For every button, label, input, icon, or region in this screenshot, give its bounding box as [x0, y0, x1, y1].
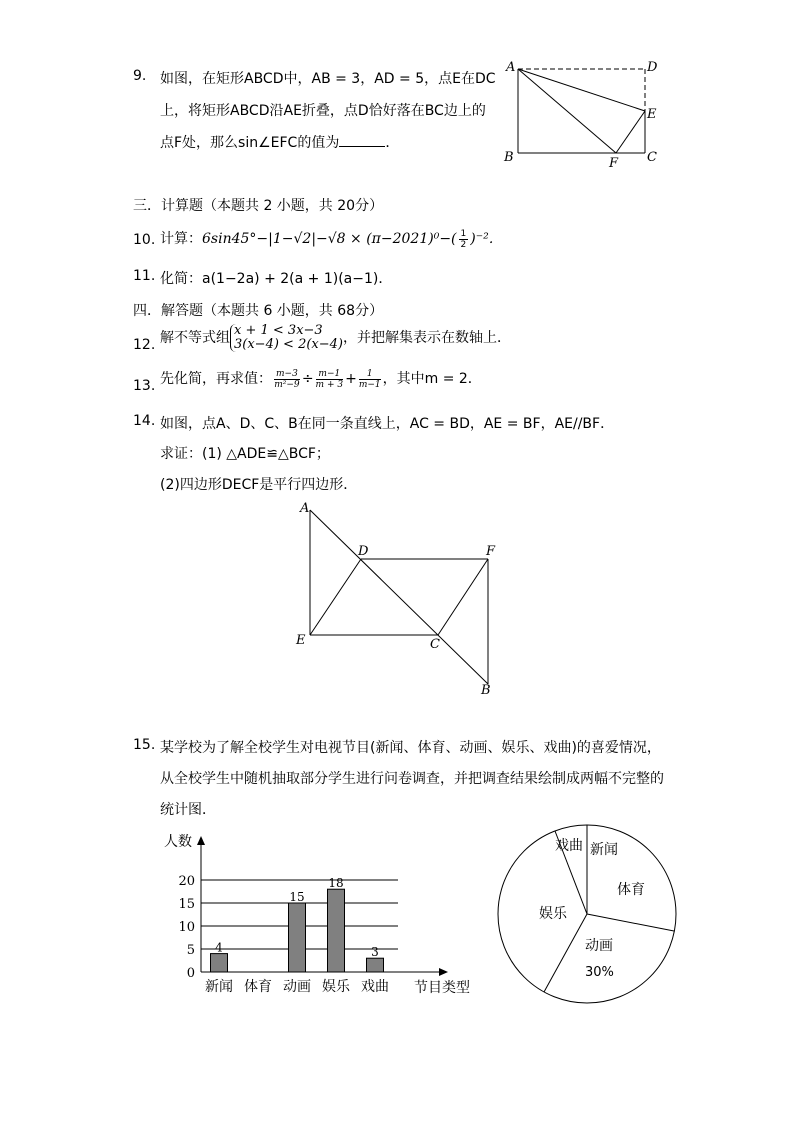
q14-number: 14. — [133, 413, 156, 429]
segment-ED — [310, 559, 361, 635]
section-4-title: 四．解答题（本题共 6 小题，共 68分） — [133, 303, 384, 319]
q13-tail: ，其中m = 2． — [382, 371, 482, 387]
pie-chart — [495, 822, 685, 1006]
bar-value-label: 4 — [215, 940, 223, 955]
fold-line-AE — [518, 69, 645, 111]
q14-line3: (2)四边形DECF是平行四边形． — [160, 477, 358, 493]
q10-expr-a: 6sin45°−|1−√2|−√8 × (π−2021)⁰−( — [202, 231, 457, 247]
y-tick-label: 15 — [178, 897, 195, 912]
q9-rectangle-figure — [500, 55, 675, 175]
q15-line1: 某学校为了解全校学生对电视节目(新闻、体育、动画、娱乐、戏曲)的喜爱情况， — [160, 740, 661, 756]
q11-number: 11. — [133, 268, 156, 284]
category-label: 体育 — [244, 979, 272, 995]
q12-number: 12. — [133, 337, 156, 353]
pie-annotation-anime: 30% — [585, 965, 614, 980]
pie-label-sports: 体育 — [617, 882, 645, 898]
bar-ticks — [178, 874, 195, 981]
label-A: A — [506, 60, 516, 75]
y-axis-label: 人数 — [164, 834, 192, 850]
pie-label-news: 新闻 — [590, 842, 618, 858]
bar-chart — [160, 828, 490, 998]
category-label: 娱乐 — [322, 979, 350, 995]
label-B: B — [481, 683, 491, 698]
y-tick-label: 5 — [186, 943, 195, 958]
q15-line3: 统计图． — [160, 802, 216, 818]
q15-number: 15. — [133, 737, 156, 753]
answer-blank[interactable] — [339, 134, 385, 147]
q14-figure — [290, 498, 505, 698]
x-axis-arrow — [439, 968, 448, 976]
label-A: A — [300, 501, 310, 516]
q10-number: 10. — [133, 232, 156, 248]
q12-text — [160, 324, 511, 352]
q10-fraction: $\frac{1}{2}$ — [460, 228, 467, 250]
label-D: D — [358, 544, 369, 559]
category-label: 动画 — [283, 979, 311, 995]
label-E: E — [647, 107, 657, 122]
q13-fraction-2: $\frac{m-1}{m + 3}$ — [315, 368, 344, 390]
q13-fraction-1: $\frac{m-3}{\text{m²−9}}$ — [274, 368, 300, 390]
edge-AF — [518, 69, 616, 153]
bar-categories — [205, 978, 389, 995]
q14-line1: 如图，点A、D、C、B在同一条直线上，AC = BD，AE = BF，AE//BF． — [160, 416, 615, 432]
q13-fraction-3: $\frac{1}{m-1}$ — [358, 368, 381, 390]
q10-expr-b: )⁻²． — [470, 231, 503, 247]
q10-lead: 计算： — [160, 231, 202, 247]
label-F: F — [486, 544, 496, 559]
label-F: F — [609, 156, 619, 171]
label-E: E — [296, 633, 306, 648]
q9-line2: 上，将矩形ABCD沿AE折叠，点D恰好落在BC边上的 — [160, 103, 486, 119]
pie-label-anime: 动画 — [585, 938, 613, 954]
bar — [328, 889, 345, 972]
q13-text: 先化简，再求值： $\frac{m-3}{\text{m²−9}}$ ÷ $\frac{m-1}{m + 3}$ + $\frac{1}{m-1}$ ，其中m = 2． — [160, 368, 482, 390]
category-label: 戏曲 — [361, 979, 389, 995]
q9-line1: 如图，在矩形ABCD中，AB = 3，AD = 5，点E在DC — [160, 71, 496, 87]
line-AB — [310, 510, 488, 684]
category-label: 新闻 — [205, 979, 233, 995]
y-tick-label: 10 — [178, 920, 195, 935]
bar — [367, 958, 384, 972]
inequality-system: x + 1 < 3x−3 3(x−4) < 2(x−4) — [230, 324, 343, 352]
y-axis-arrow — [197, 836, 205, 845]
q14-line2: 求证：(1) △ADE≌△BCF； — [160, 446, 330, 462]
bar-value-label: 15 — [289, 890, 305, 904]
q9-line3-text: 点F处，那么sin∠EFC的值为 — [160, 135, 340, 151]
x-axis-label: 节目类型 — [414, 980, 470, 996]
label-B: B — [504, 150, 514, 165]
label-C: C — [647, 150, 657, 165]
q12-lead: 解不等式组 — [160, 330, 230, 346]
y-tick-label: 0 — [186, 966, 195, 981]
q12-tail: ，并把解集表示在数轴上． — [342, 330, 511, 346]
label-C: C — [430, 637, 440, 652]
q10-text — [160, 228, 503, 250]
bar-marks — [211, 876, 384, 972]
label-D: D — [647, 60, 658, 75]
bar-value-label: 3 — [371, 945, 379, 960]
segment-CF — [438, 559, 488, 635]
pie-label-entertainment: 娱乐 — [539, 906, 567, 922]
q13-number: 13. — [133, 378, 156, 394]
q13-lead: 先化简，再求值： — [160, 371, 272, 387]
y-tick-label: 20 — [178, 874, 195, 889]
section-3-title: 三．计算题（本题共 2 小题，共 20分） — [133, 198, 384, 214]
pie-label-opera: 戏曲 — [555, 838, 583, 854]
q9-number: 9. — [133, 68, 147, 84]
q11-text: 化简：a(1−2a) + 2(a + 1)(a−1)． — [160, 271, 393, 287]
bar-value-label: 18 — [328, 876, 344, 891]
edge-FE — [616, 111, 645, 153]
bar — [289, 903, 306, 972]
bar — [211, 954, 228, 972]
q9-line3-end: ． — [385, 135, 400, 151]
q9-line3 — [160, 132, 399, 152]
q15-line2: 从全校学生中随机抽取部分学生进行问卷调查，并把调查结果绘制成两幅不完整的 — [160, 771, 664, 787]
